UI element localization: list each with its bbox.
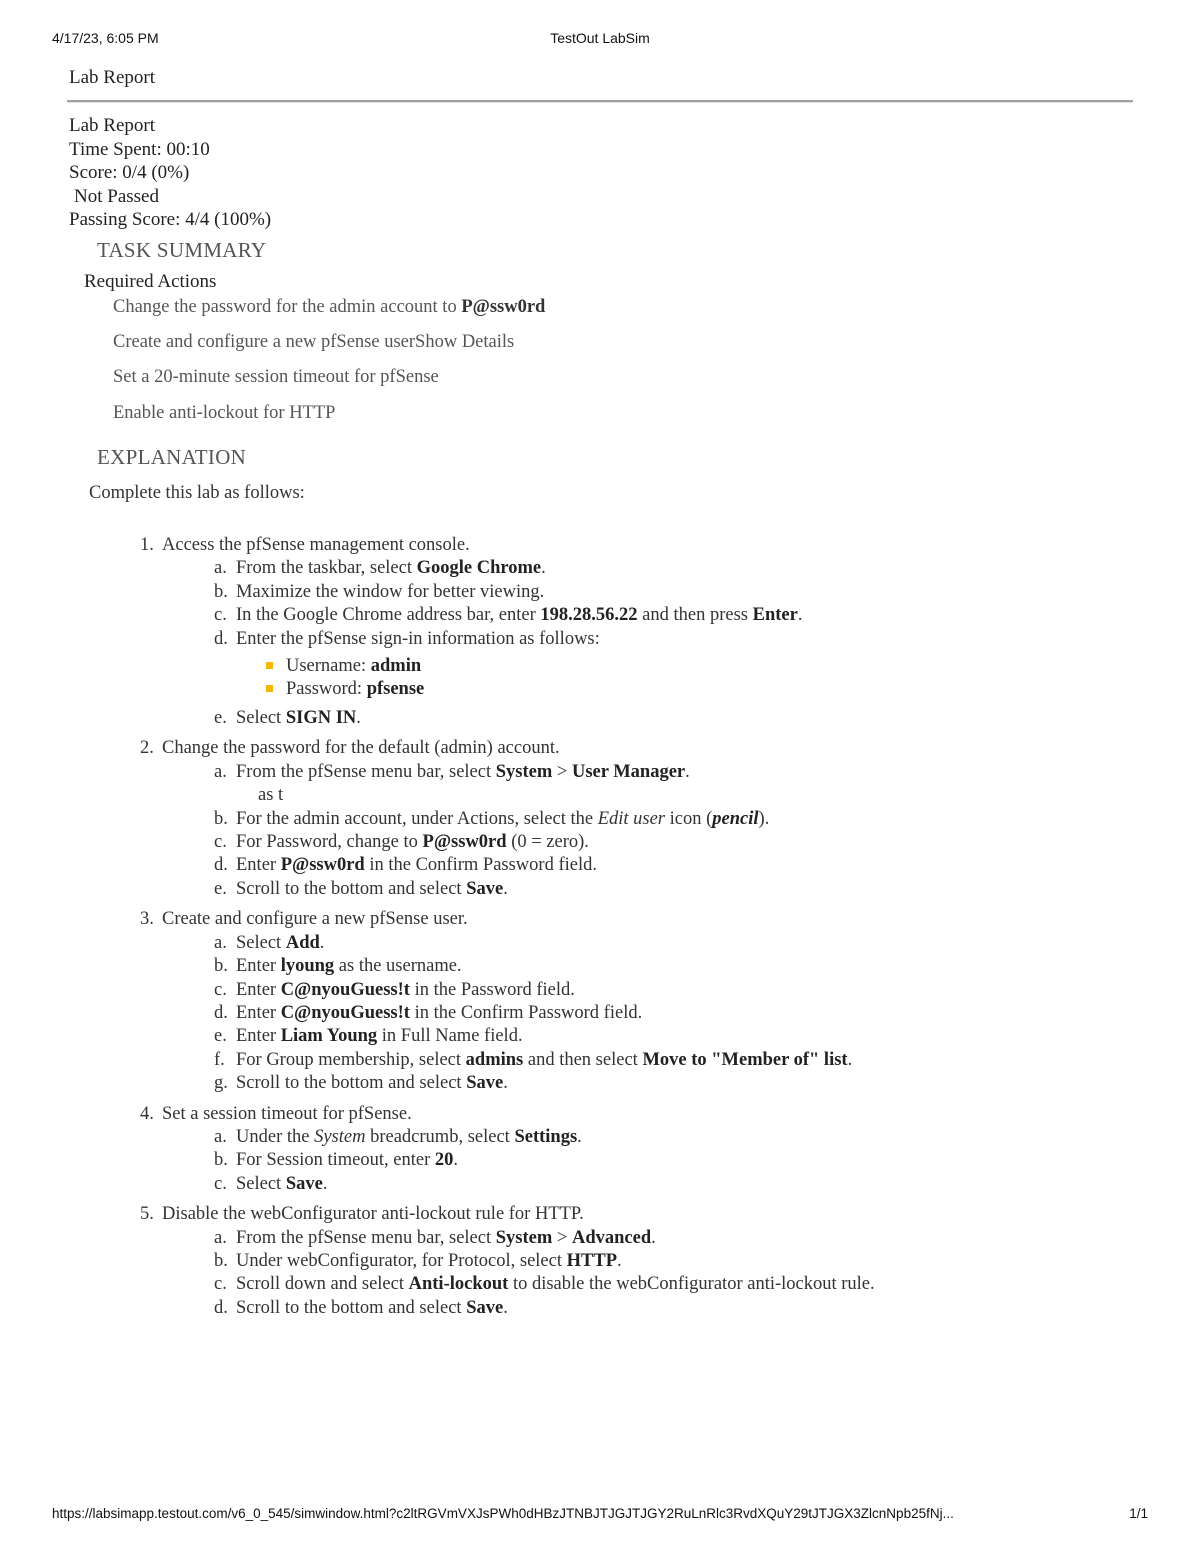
bold-term: Google Chrome [416,558,542,579]
passing-score: Passing Score: 4/4 (100%) [69,209,272,231]
substep-item [214,707,875,730]
header-divider [67,100,1133,103]
substep-letter: a. [214,1227,227,1248]
substep-text: Enter P@ssw0rd in the Confirm Password field. [236,855,597,876]
step-line [140,908,875,931]
step-number: 5. [140,1204,154,1225]
substep-item [214,1297,875,1320]
substep-text: From the pfSense menu bar, select System > User Manager. [236,761,690,782]
print-url: https://labsimapp.testout.com/v6_0_545/simwindow.html?c2ltRGVmVXJsPWh0dHBzJTNBJTJGJTJGY2RuLnRlc3RvdXQuY29tJTJGX3ZlcnNpb25fNj... [52,1506,954,1521]
substep-letter: c. [214,979,227,1000]
substep-text: Enter C@nyouGuess!t in the Confirm Password field. [236,1002,643,1023]
substep-letter: a. [214,1126,227,1147]
page-title: Lab Report [69,67,156,88]
bullet-square-icon [266,662,273,669]
substep-list [140,932,875,1096]
substep-letter: d. [214,855,228,876]
substep-list [140,1227,875,1321]
substep-text: Under webConfigurator, for Protocol, select HTTP. [236,1250,622,1271]
substep-item [214,1227,875,1250]
substep-letter: f. [214,1049,225,1070]
bold-term: P@ssw0rd [422,832,507,853]
substep-letter: e. [214,1026,227,1047]
substep-text: Select SIGN IN. [236,708,361,729]
substep-item [214,1072,875,1095]
step-number: 3. [140,909,154,930]
substep-letter: a. [214,558,227,579]
bold-term: SIGN IN [285,708,357,729]
print-datetime: 4/17/23, 6:05 PM [52,30,159,46]
bold-term: lyoung [280,956,335,977]
step-line [140,534,875,557]
substep-text: Enter lyoung as the username. [236,956,462,977]
substep-item [214,1273,875,1296]
substep-item [214,581,875,604]
bold-term: Liam Young [280,1026,378,1047]
substep-letter: e. [214,708,227,729]
substep-text: Enter Liam Young in Full Name field. [236,1026,523,1047]
italic-term: System [314,1126,366,1147]
substep-text: Scroll to the bottom and select Save. [236,1073,508,1094]
required-action-item: Change the password for the admin account to P@ssw0rd [113,297,546,317]
task-summary-heading: TASK SUMMARY [97,238,267,262]
step-item [140,737,875,901]
substep-text: From the taskbar, select Google Chrome. [236,558,546,579]
substep-item [214,854,875,877]
substep-text: Under the System breadcrumb, select Settings. [236,1126,582,1147]
bold-term: Move to "Member of" list [642,1049,848,1070]
substep-item [214,1250,875,1273]
step-item [140,1103,875,1197]
substep-item [214,557,875,580]
substep-text: Select Save. [236,1173,328,1194]
step-line [140,1103,875,1126]
stray-text: as t [258,785,284,806]
page-number: 1/1 [1129,1506,1148,1521]
required-action-item: Set a 20-minute session timeout for pfSense [113,367,439,388]
bold-term: HTTP [566,1250,617,1271]
italic-term: Edit user [597,808,666,829]
substep-letter: c. [214,1274,227,1295]
bold-term: Advanced [571,1227,652,1248]
substep-list [140,557,875,730]
substep-item [214,1025,875,1048]
required-action-item: Enable anti-lockout for HTTP [113,402,336,423]
substep-letter: d. [214,1002,228,1023]
explanation-heading: EXPLANATION [97,445,247,469]
substep-list [140,761,875,901]
credential-text: Password: pfsense [286,679,425,700]
step-text: Create and configure a new pfSense user. [162,909,468,930]
bold-term: System [495,761,553,782]
step-item [140,534,875,730]
print-footer [52,1506,1148,1526]
bold-term: Save [466,1297,504,1318]
substep-item [214,1149,875,1172]
substep-text: In the Google Chrome address bar, enter 198.28.56.22 and then press Enter. [236,605,803,626]
substep-item [214,1126,875,1149]
substep-item [214,979,875,1002]
score: Score: 0/4 (0%) [69,162,190,184]
bold-italic-term [712,809,758,829]
time-spent: Time Spent: 00:10 [69,138,210,160]
substep-letter: a. [214,761,227,782]
substep-item [214,761,875,784]
substep-item [214,932,875,955]
substep-letter: g. [214,1073,228,1094]
bold-term: Settings [514,1126,578,1147]
substep-text: For Group membership, select admins and then select Move to "Member of" list. [236,1049,853,1070]
bold-term: Add [285,932,320,953]
credential-list [214,655,875,701]
bold-term: Anti-lockout [408,1274,509,1295]
substep-letter: c. [214,832,227,853]
credential-item [266,678,875,701]
step-line [140,737,875,760]
substep-text: Scroll to the bottom and select Save. [236,1297,508,1318]
substep-item [214,878,875,901]
status-badge: Not Passed [74,185,159,207]
substep-text: Maximize the window for better viewing. [236,581,545,602]
bold-term: Enter [752,605,798,626]
substep-letter: a. [214,932,227,953]
credential-item [266,655,875,678]
step-item [140,1203,875,1320]
substep-letter: b. [214,1250,228,1271]
bullet-square-icon [266,685,273,692]
substep-text: Scroll to the bottom and select Save. [236,878,508,899]
bold-term: 20 [434,1150,454,1171]
substep-item [214,831,875,854]
substep-text: Enter C@nyouGuess!t in the Password field. [236,979,575,1000]
substep-item [214,604,875,627]
step-text: Disable the webConfigurator anti-lockout rule for HTTP. [162,1204,584,1225]
step-item [140,908,875,1095]
step-number: 4. [140,1103,154,1124]
bold-term: 198.28.56.22 [540,605,638,626]
bold-term: pfsense [366,679,425,700]
bold-term: Save [466,878,504,899]
steps-list [140,534,875,1327]
bold-term: C@nyouGuess!t [280,979,410,1000]
bold-term: System [495,1227,553,1248]
credential-text: Username: admin [286,656,422,677]
bold-term: C@nyouGuess!t [280,1002,410,1023]
step-text: Set a session timeout for pfSense. [162,1103,412,1124]
substep-item [214,1002,875,1025]
bold-term: admin [370,656,422,677]
bold-term: P@ssw0rd [280,855,365,876]
substep-text: From the pfSense menu bar, select System > Advanced. [236,1227,656,1248]
substep-text: For Password, change to P@ssw0rd (0 = zero). [236,832,589,853]
step-number: 1. [140,535,154,555]
bold-term: Save [466,1073,504,1094]
bold-term: User Manager [571,761,686,782]
substep-text: Select Add. [236,932,325,953]
print-header [52,30,1148,50]
substep-item [214,628,875,701]
substep-letter: b. [214,1150,228,1171]
substep-text: Scroll down and select Anti-lockout to disable the webConfigurator anti-lockout rule. [236,1274,875,1295]
summary-title: Lab Report [69,115,156,136]
step-text: Access the pfSense management console. [162,535,470,555]
substep-letter: c. [214,1173,227,1194]
substep-text: For the admin account, under Actions, select the Edit user icon (pencil). [236,808,770,829]
required-actions-list [113,295,545,436]
bold-term: admins [465,1049,524,1070]
bold-term: P@ssw0rd [461,297,546,317]
substep-letter: b. [214,581,228,602]
substep-letter: b. [214,808,228,829]
substep-letter: b. [214,956,228,977]
substep-text: For Session timeout, enter 20. [236,1150,458,1171]
italic-term: pencil [712,808,759,829]
substep-letter: d. [214,1297,228,1318]
substep-letter: e. [214,878,227,899]
step-text: Change the password for the default (admin) account. [162,738,560,759]
substep-item [214,808,875,831]
substep-letter: d. [214,628,228,649]
required-actions-label: Required Actions [84,271,217,292]
step-number: 2. [140,738,154,759]
substep-item [214,1049,875,1072]
substep-text: Enter the pfSense sign-in information as follows: [236,628,600,649]
substep-item [214,1173,875,1196]
score-summary [69,114,271,232]
step-line [140,1203,875,1226]
bold-term: Save [285,1173,323,1194]
substep-item [214,955,875,978]
substep-letter: c. [214,605,227,626]
required-action-item: Create and configure a new pfSense userShow Details [113,332,515,353]
substep-list [140,1126,875,1196]
explanation-intro: Complete this lab as follows: [89,483,305,503]
print-title: TestOut LabSim [550,30,650,46]
